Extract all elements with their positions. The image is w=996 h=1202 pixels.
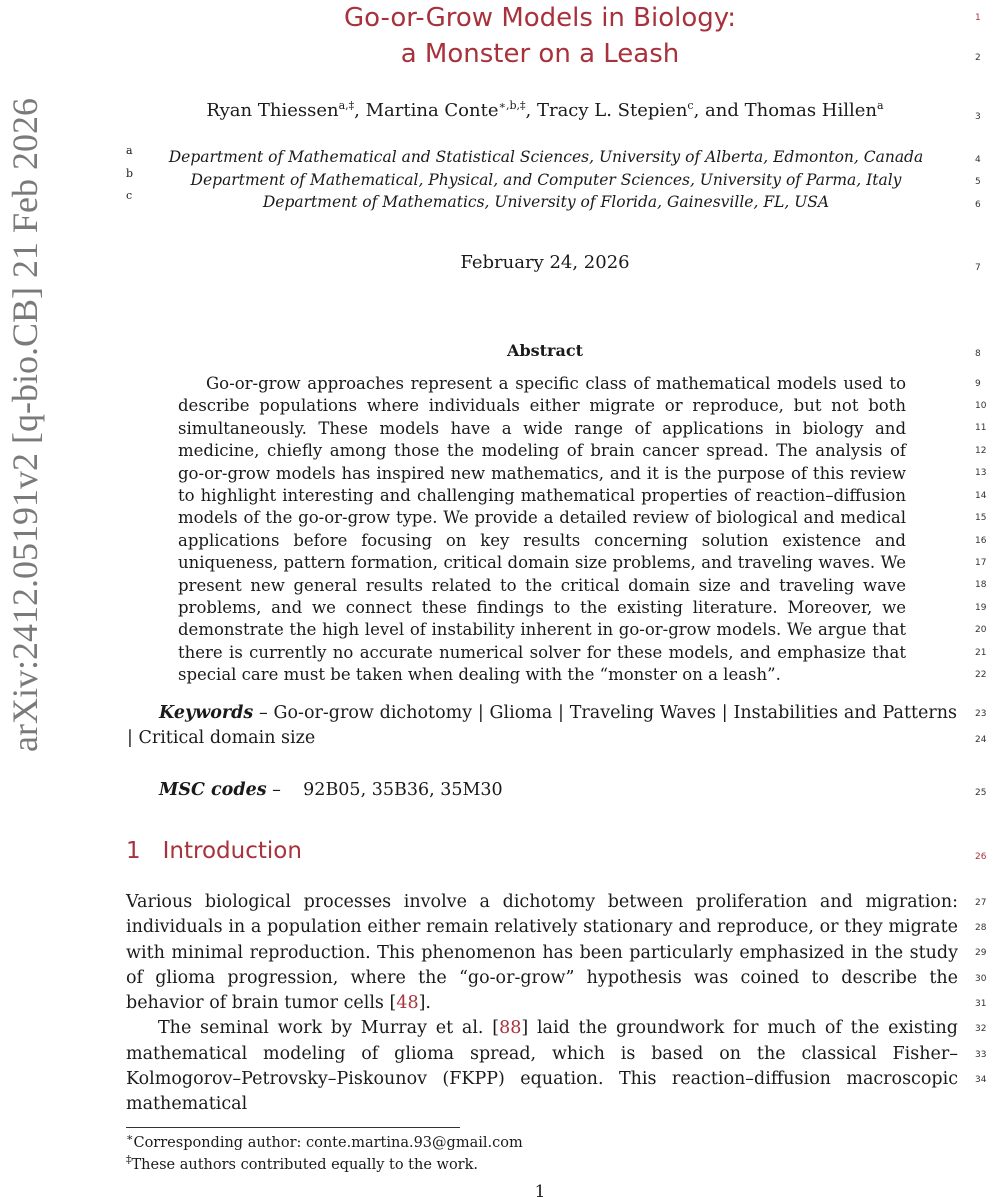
footnote-text: These authors contributed equally to the work. (131, 1157, 478, 1173)
msc-text: 92B05, 35B36, 35M30 (303, 780, 503, 800)
paper-title-line-2: a Monster on a Leash (400, 39, 680, 69)
line-number: 27 (975, 898, 987, 908)
footnote-text: Corresponding author: conte.martina.93@gmail.com (133, 1135, 523, 1151)
line-number: 21 (975, 648, 987, 658)
line-number: 31 (975, 999, 987, 1009)
line-number: 25 (975, 788, 987, 798)
author-name: Thomas Hillen (744, 100, 878, 121)
page-number: 1 (534, 1182, 546, 1202)
author-list: Ryan Thiessen$^{a,\ddagger}$, Martina Conte$^{∗,b,\ddagger}$, Tracy L. Stepien$^c$, and Thomas Hillen$^a$ (206, 99, 884, 121)
author-name: Tracy L. Stepien (536, 100, 688, 121)
footnote (126, 1153, 478, 1173)
line-number: 18 (975, 580, 987, 590)
line-number: 11 (975, 423, 987, 433)
line-number: 10 (975, 401, 987, 411)
affiliation-text: Department of Mathematics, University of Florida, Gainesville, FL, USA (262, 193, 830, 211)
abstract-heading: Abstract (507, 341, 583, 360)
footnote (126, 1131, 523, 1151)
section-heading (126, 838, 302, 864)
keywords-label: Keywords (159, 703, 254, 723)
line-number: 6 (975, 200, 981, 210)
line-number: 28 (975, 923, 987, 933)
msc-label: MSC codes (159, 780, 267, 800)
author-name: Martina Conte (365, 100, 499, 121)
author-sup: c (687, 99, 694, 112)
affiliation-text: Department of Mathematical, Physical, and Computer Sciences, University of Parma, Italy (190, 171, 902, 189)
author-sup: a (877, 99, 884, 112)
line-number: 32 (975, 1024, 987, 1034)
line-number: 33 (975, 1050, 987, 1060)
paragraph-text: Various biological processes involve a dichotomy between proliferation and migration: individuals in a population either remain relatively stationary and reproduce, or they migrate with minimal reproduction. This phenomenon has been particularly emphasized in the study of glioma progression, where the “go-or-grow” hypothesis was coined to describe the behavior of brain tumor cells [ (126, 892, 958, 1014)
author-sup: a,‡ (338, 99, 355, 112)
paragraph (126, 890, 958, 1016)
affiliation-label: c (126, 189, 133, 202)
line-number: 20 (975, 625, 987, 635)
line-number: 22 (975, 670, 987, 680)
line-number: 19 (975, 603, 987, 613)
line-number: 8 (975, 349, 981, 359)
section-title: Introduction (162, 838, 302, 864)
affiliation-label: a (126, 144, 133, 157)
line-number: 14 (975, 491, 987, 501)
affiliation-label: b (126, 167, 134, 180)
affiliation-text: Department of Mathematical and Statistical Sciences, University of Alberta, Edmonton, Canada (168, 148, 924, 166)
msc-separator: – (266, 780, 304, 800)
line-number: 16 (975, 536, 987, 546)
footnote-mark: ‡ (126, 1153, 132, 1167)
paragraph (126, 1016, 958, 1117)
footnote-mark: ∗ (126, 1131, 134, 1145)
section-number: 1 (126, 838, 141, 864)
abstract-text: Go-or-grow approaches represent a specific class of mathematical models used to describe populations where individuals either migrate or reproduce, but not both simultaneously. These models have a wide range of applications in biology and medicine, chiefly among those the modeling of brain cancer spread. The analysis of go-or-grow models has inspired new mathematics, and it is the purpose of this review to highlight interesting and challenging mathematical properties of reaction–diffusion models of the go-or-grow type. We provide a detailed review of biological and medical applications before focusing on key results concerning solution existence and uniqueness, pattern formation, critical domain size problems, and traveling waves. We present new general results related to the critical domain size and traveling wave problems, and we connect these findings to the existing literature. Moreover, we demonstrate the high level of instability inherent in go-or-grow models. We argue that there is currently no accurate numerical solver for these models, and emphasize that special care must be taken when dealing with the “monster on a leash”. (178, 374, 906, 685)
keywords-text: Go-or-grow dichotomy | Glioma | Traveling Waves | Instabilities and Patterns | Critical domain size (127, 703, 957, 748)
affiliation (126, 189, 966, 211)
line-number: 2 (975, 53, 981, 63)
line-number: 9 (975, 379, 981, 389)
citation-link[interactable]: 48 (396, 993, 419, 1014)
line-number[interactable]: 1 (975, 13, 981, 23)
paragraph-text: ]. (418, 993, 431, 1014)
line-number: 34 (975, 1075, 987, 1085)
citation-link[interactable]: 88 (499, 1018, 522, 1039)
paragraph-text: ] laid the groundwork for much of the existing mathematical modeling of glioma spread, which is based on the classical Fisher–Kolmogorov–Petrovsky–Piskounov (FKPP) equation. This reaction–diffusion macroscopic mathematical (126, 1018, 958, 1115)
affiliation (126, 167, 966, 189)
line-number: 7 (975, 263, 981, 273)
affiliation (126, 144, 966, 166)
body-text (126, 890, 958, 1118)
line-number: 29 (975, 948, 987, 958)
paragraph-text: The seminal work by Murray et al. [ (158, 1018, 500, 1039)
paper-title-line-1: Go-or-Grow Models in Biology: (343, 3, 737, 33)
line-number: 30 (975, 974, 987, 984)
line-number: 5 (975, 177, 981, 187)
author-sup: ∗,b,‡ (498, 99, 526, 112)
author-name: Ryan Thiessen (206, 100, 339, 121)
line-number[interactable]: 26 (975, 852, 987, 862)
footnote-rule (126, 1127, 460, 1128)
line-number: 15 (975, 513, 987, 523)
line-number: 4 (975, 155, 981, 165)
line-number: 12 (975, 446, 987, 456)
arxiv-identifier: arXiv:2412.05191v2 [q-bio.CB] 21 Feb 2026 (5, 98, 45, 752)
msc-codes (159, 780, 503, 800)
line-number: 24 (975, 735, 987, 745)
line-number: 13 (975, 468, 987, 478)
line-number: 23 (975, 709, 987, 719)
keywords (127, 701, 957, 751)
publication-date: February 24, 2026 (460, 252, 630, 273)
keywords-separator: – (253, 703, 274, 723)
line-number: 17 (975, 558, 987, 568)
line-number: 3 (975, 112, 981, 122)
